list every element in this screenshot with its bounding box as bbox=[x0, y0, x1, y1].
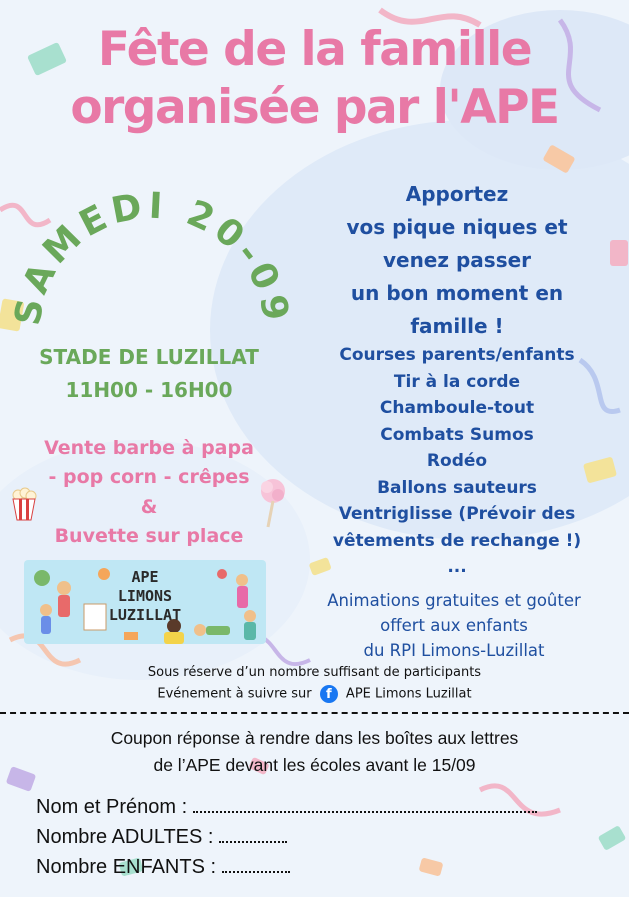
sales-line-2: - pop corn - crêpes bbox=[48, 466, 250, 488]
coupon-line-2: de l’APE devant les écoles avant le 15/09 bbox=[153, 755, 476, 775]
invite-line: famille ! bbox=[410, 314, 504, 338]
invite-line: Apportez bbox=[405, 182, 509, 206]
popcorn-icon bbox=[10, 487, 38, 521]
coupon-line-1: Coupon réponse à rendre dans les boîtes aux lettres bbox=[110, 728, 519, 748]
activity-item: Chamboule-tout bbox=[379, 398, 535, 418]
activity-item: Ventriglisse (Prévoir des bbox=[338, 504, 576, 524]
activity-item: Courses parents/enfants bbox=[339, 345, 575, 365]
name-fill-line[interactable] bbox=[193, 797, 537, 813]
activity-item: Tir à la corde bbox=[393, 371, 521, 392]
free-line-1: Animations gratuites et goûter bbox=[327, 591, 581, 610]
adults-fill-line[interactable] bbox=[219, 827, 287, 843]
date-arc bbox=[0, 180, 300, 350]
invite-block bbox=[300, 178, 614, 343]
title-line-2: organisée par l'APE bbox=[70, 80, 559, 135]
name-field[interactable] bbox=[36, 796, 537, 819]
logo-line-2: LIMONS bbox=[117, 587, 173, 605]
sales-line-1: Vente barbe à papa bbox=[44, 437, 254, 459]
title-line-1: Fête de la famille bbox=[97, 22, 532, 77]
activities-list bbox=[300, 342, 614, 581]
sales-line-4: Buvette sur place bbox=[54, 525, 244, 547]
facebook-page-name[interactable]: APE Limons Luzillat bbox=[345, 686, 472, 702]
reserve-note: Sous réserve d’un nombre suffisant de participants bbox=[147, 665, 482, 680]
logo-line-3: LUZILLAT bbox=[108, 606, 182, 624]
invite-line: venez passer bbox=[382, 248, 532, 272]
sales-line-3: & bbox=[140, 496, 158, 518]
children-fill-line[interactable] bbox=[222, 857, 290, 873]
follow-text: Evénement à suivre sur bbox=[157, 686, 312, 702]
free-line-2: offert aux enfants bbox=[380, 616, 528, 635]
logo-line-1: APE bbox=[131, 568, 159, 586]
event-place: STADE DE LUZILLAT bbox=[39, 345, 259, 369]
event-hours: 11H00 - 16H00 bbox=[65, 378, 233, 402]
activity-item: Combats Sumos bbox=[380, 424, 534, 445]
adults-field[interactable] bbox=[36, 826, 287, 849]
ape-logo-banner bbox=[24, 560, 266, 644]
invite-line: un bon moment en bbox=[350, 281, 564, 305]
activity-item: vêtements de rechange !) bbox=[332, 530, 582, 551]
facebook-icon: f bbox=[320, 685, 338, 703]
activity-item: Ballons sauteurs bbox=[377, 477, 537, 498]
free-line-3: du RPI Limons-Luzillat bbox=[363, 641, 545, 660]
children-field[interactable] bbox=[36, 856, 290, 879]
event-date: SAMEDI 20-09 bbox=[7, 185, 297, 329]
coupon-divider bbox=[0, 712, 629, 714]
children-label: Nombre ENFANTS : bbox=[36, 856, 217, 878]
free-animations bbox=[284, 588, 624, 663]
adults-label: Nombre ADULTES : bbox=[36, 826, 214, 848]
activity-item: ... bbox=[447, 557, 467, 577]
invite-line: vos pique niques et bbox=[346, 215, 568, 239]
activity-item: Rodéo bbox=[426, 451, 488, 471]
name-label: Nom et Prénom : bbox=[36, 796, 188, 818]
follow-note bbox=[0, 685, 629, 703]
cotton-candy-icon bbox=[256, 477, 290, 529]
